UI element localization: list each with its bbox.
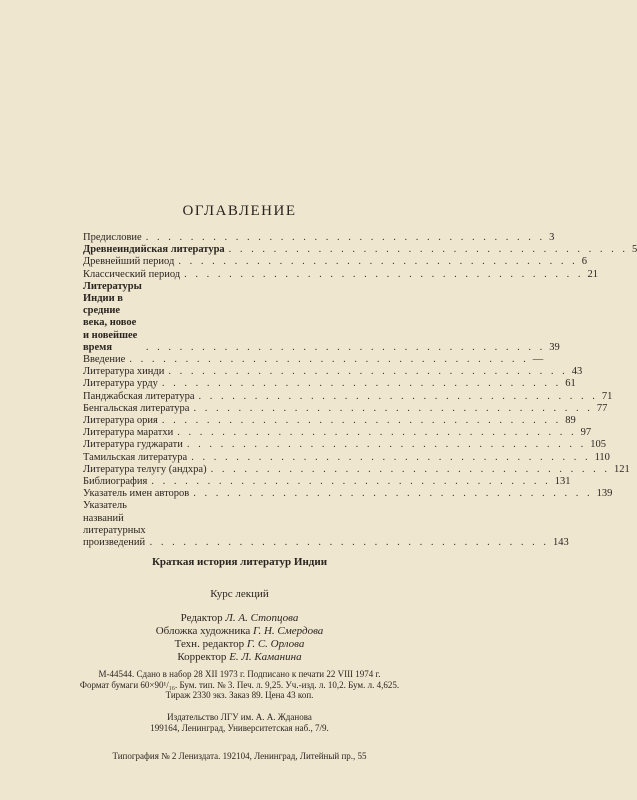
table-of-contents	[83, 232, 637, 549]
credit-proofreader: Корректор Е. Л. Каманина	[177, 651, 302, 663]
credits	[0, 612, 479, 664]
toc-entry-label: Панджабская литература	[83, 390, 195, 402]
toc-entry-page: 3	[549, 232, 555, 243]
toc-entry-page: 6	[581, 256, 587, 268]
toc-entry	[83, 232, 555, 244]
toc-entry	[83, 268, 598, 281]
toc-entry-page: 121	[613, 463, 630, 475]
publisher-name: Издательство ЛГУ им. А. А. Жданова	[167, 712, 312, 722]
imprint-line: М-44544. Сдано в набор 28 XII 1973 г. Подписано к печати 22 VIII 1974 г.	[98, 669, 381, 679]
book-subtitle: Курс лекций	[210, 588, 269, 600]
toc-entry-page: 105	[590, 439, 606, 451]
imprint-line: Формат бумаги 60×90¹/₁₆. Бум. тип. № 3. Печ. л. 9,25. Уч.-изд. л. 10,2. Бум. л. 4,625.	[79, 679, 400, 690]
toc-entry-page: 143	[553, 537, 569, 549]
toc-leader-dots: . . . . . . . . . . . . . . . . . . . . . . . . . . . . . . . . . . . .	[129, 354, 529, 366]
toc-leader-dots: . . . . . . . . . . . . . . . . . . . . . . . . . . . . . . . . . . . .	[193, 402, 593, 414]
toc-entry-label: Литературы Индии в средние века, новое и новейшее время	[83, 280, 142, 353]
toc-leader-dots: . . . . . . . . . . . . . . . . . . . . . . . . . . . . . . . . . . . .	[191, 451, 591, 463]
toc-entry-label: Указатель имен авторов	[83, 488, 190, 500]
toc-entry-label: Указатель названий литературных произведений	[83, 500, 146, 549]
toc-entry	[83, 427, 592, 439]
book-title: Краткая история литератур Индии	[151, 556, 328, 568]
toc-entry	[83, 451, 610, 464]
toc-entry-label: Древнеиндийская литература	[83, 244, 225, 256]
toc-entry	[83, 463, 630, 476]
toc-entry	[83, 476, 571, 488]
credit-cover-artist: Обложка художника Г. Н. Смердова	[155, 625, 324, 637]
toc-entry-label: Литература телугу (андхра)	[83, 463, 207, 475]
toc-entry-label: Введение	[83, 354, 126, 366]
toc-entry-label: Литература ория	[83, 415, 158, 427]
publisher-address: 199164, Ленинград, Университетская наб., 7/9.	[150, 722, 329, 733]
toc-entry-label: Литература маратхи	[83, 427, 174, 439]
toc-leader-dots: . . . . . . . . . . . . . . . . . . . . . . . . . . . . . . . . . . . .	[210, 463, 610, 475]
toc-entry-page: 61	[565, 378, 576, 390]
toc-entry	[83, 415, 576, 427]
imprint-line: Тираж 2330 экз. Заказ 89. Цена 43 коп.	[165, 690, 314, 700]
toc-entry-page: 77	[596, 402, 608, 414]
toc-title: ОГЛАВЛЕНИЕ	[182, 203, 297, 219]
toc-leader-dots: . . . . . . . . . . . . . . . . . . . . . . . . . . . . . . . . . . . .	[178, 256, 578, 268]
imprint	[0, 669, 479, 701]
toc-leader-dots: . . . . . . . . . . . . . . . . . . . . . . . . . . . . . . . . . . . .	[198, 390, 598, 402]
toc-entry-page: —	[532, 354, 544, 366]
toc-entry	[83, 390, 613, 403]
toc-leader-dots: . . . . . . . . . . . . . . . . . . . . . . . . . . . . . . . . . . . .	[149, 537, 549, 549]
toc-leader-dots: . . . . . . . . . . . . . . . . . . . . . . . . . . . . . . . . . . . .	[186, 439, 587, 451]
toc-entry	[83, 439, 606, 451]
toc-entry-label: Литература хинди	[83, 366, 165, 378]
toc-leader-dots: . . . . . . . . . . . . . . . . . . . . . . . . . . . . . . . . . . . .	[161, 415, 562, 427]
toc-entry-page: 21	[587, 268, 598, 280]
toc-entry-page: 5	[632, 244, 637, 256]
credit-editor: Редактор Л. А. Стопцова	[180, 612, 299, 624]
toc-entry	[83, 378, 576, 390]
toc-entry	[83, 366, 583, 378]
toc-entry	[83, 280, 560, 354]
toc-entry-label: Классический период	[83, 268, 181, 280]
toc-entry-label: Литература гуджарати	[83, 439, 183, 451]
toc-leader-dots: . . . . . . . . . . . . . . . . . . . . . . . . . . . . . . . . . . . .	[184, 268, 584, 280]
toc-leader-dots: . . . . . . . . . . . . . . . . . . . . . . . . . . . . . . . . . . . .	[151, 476, 551, 488]
toc-entry-label: Древнейший период	[83, 256, 175, 268]
publisher-info	[0, 712, 479, 733]
toc-entry	[83, 256, 587, 268]
toc-entry-label: Литература урду	[83, 378, 158, 390]
toc-leader-dots: . . . . . . . . . . . . . . . . . . . . . . . . . . . . . . . . . . . .	[228, 244, 629, 256]
toc-entry	[83, 500, 569, 549]
toc-leader-dots: . . . . . . . . . . . . . . . . . . . . . . . . . . . . . . . . . . . .	[168, 366, 568, 378]
toc-entry-page: 139	[596, 488, 613, 500]
toc-entry-label: Тамильская литература	[83, 451, 188, 463]
toc-entry	[83, 488, 613, 500]
credit-tech-editor: Техн. редактор Г. С. Орлова	[174, 638, 305, 650]
toc-entry	[83, 402, 608, 415]
toc-entry-label: Предисловие	[83, 232, 142, 243]
toc-leader-dots: . . . . . . . . . . . . . . . . . . . . . . . . . . . . . . . . . . . .	[161, 378, 562, 390]
toc-entry-page: 89	[565, 415, 576, 427]
printer-info: Типография № 2 Лениздата. 192104, Ленинград, Литейный пр., 55	[112, 751, 367, 761]
toc-entry-label: Бенгальская литература	[83, 402, 190, 414]
toc-entry	[83, 354, 544, 366]
toc-entry-page: 39	[549, 341, 560, 353]
toc-leader-dots: . . . . . . . . . . . . . . . . . . . . . . . . . . . . . . . . . . . .	[177, 427, 577, 439]
toc-entry-page: 97	[580, 427, 592, 439]
toc-leader-dots: . . . . . . . . . . . . . . . . . . . . . . . . . . . . . . . . . . . .	[145, 232, 546, 243]
toc-entry-page: 71	[601, 390, 613, 402]
toc-entry-page: 131	[554, 476, 571, 488]
toc-leader-dots: . . . . . . . . . . . . . . . . . . . . . . . . . . . . . . . . . . . .	[145, 341, 546, 353]
toc-entry	[83, 244, 637, 256]
toc-entry-page: 43	[571, 366, 583, 378]
toc-entry-page: 110	[594, 451, 610, 463]
toc-entry-label: Библиография	[83, 476, 148, 488]
toc-leader-dots: . . . . . . . . . . . . . . . . . . . . . . . . . . . . . . . . . . . .	[193, 488, 593, 500]
